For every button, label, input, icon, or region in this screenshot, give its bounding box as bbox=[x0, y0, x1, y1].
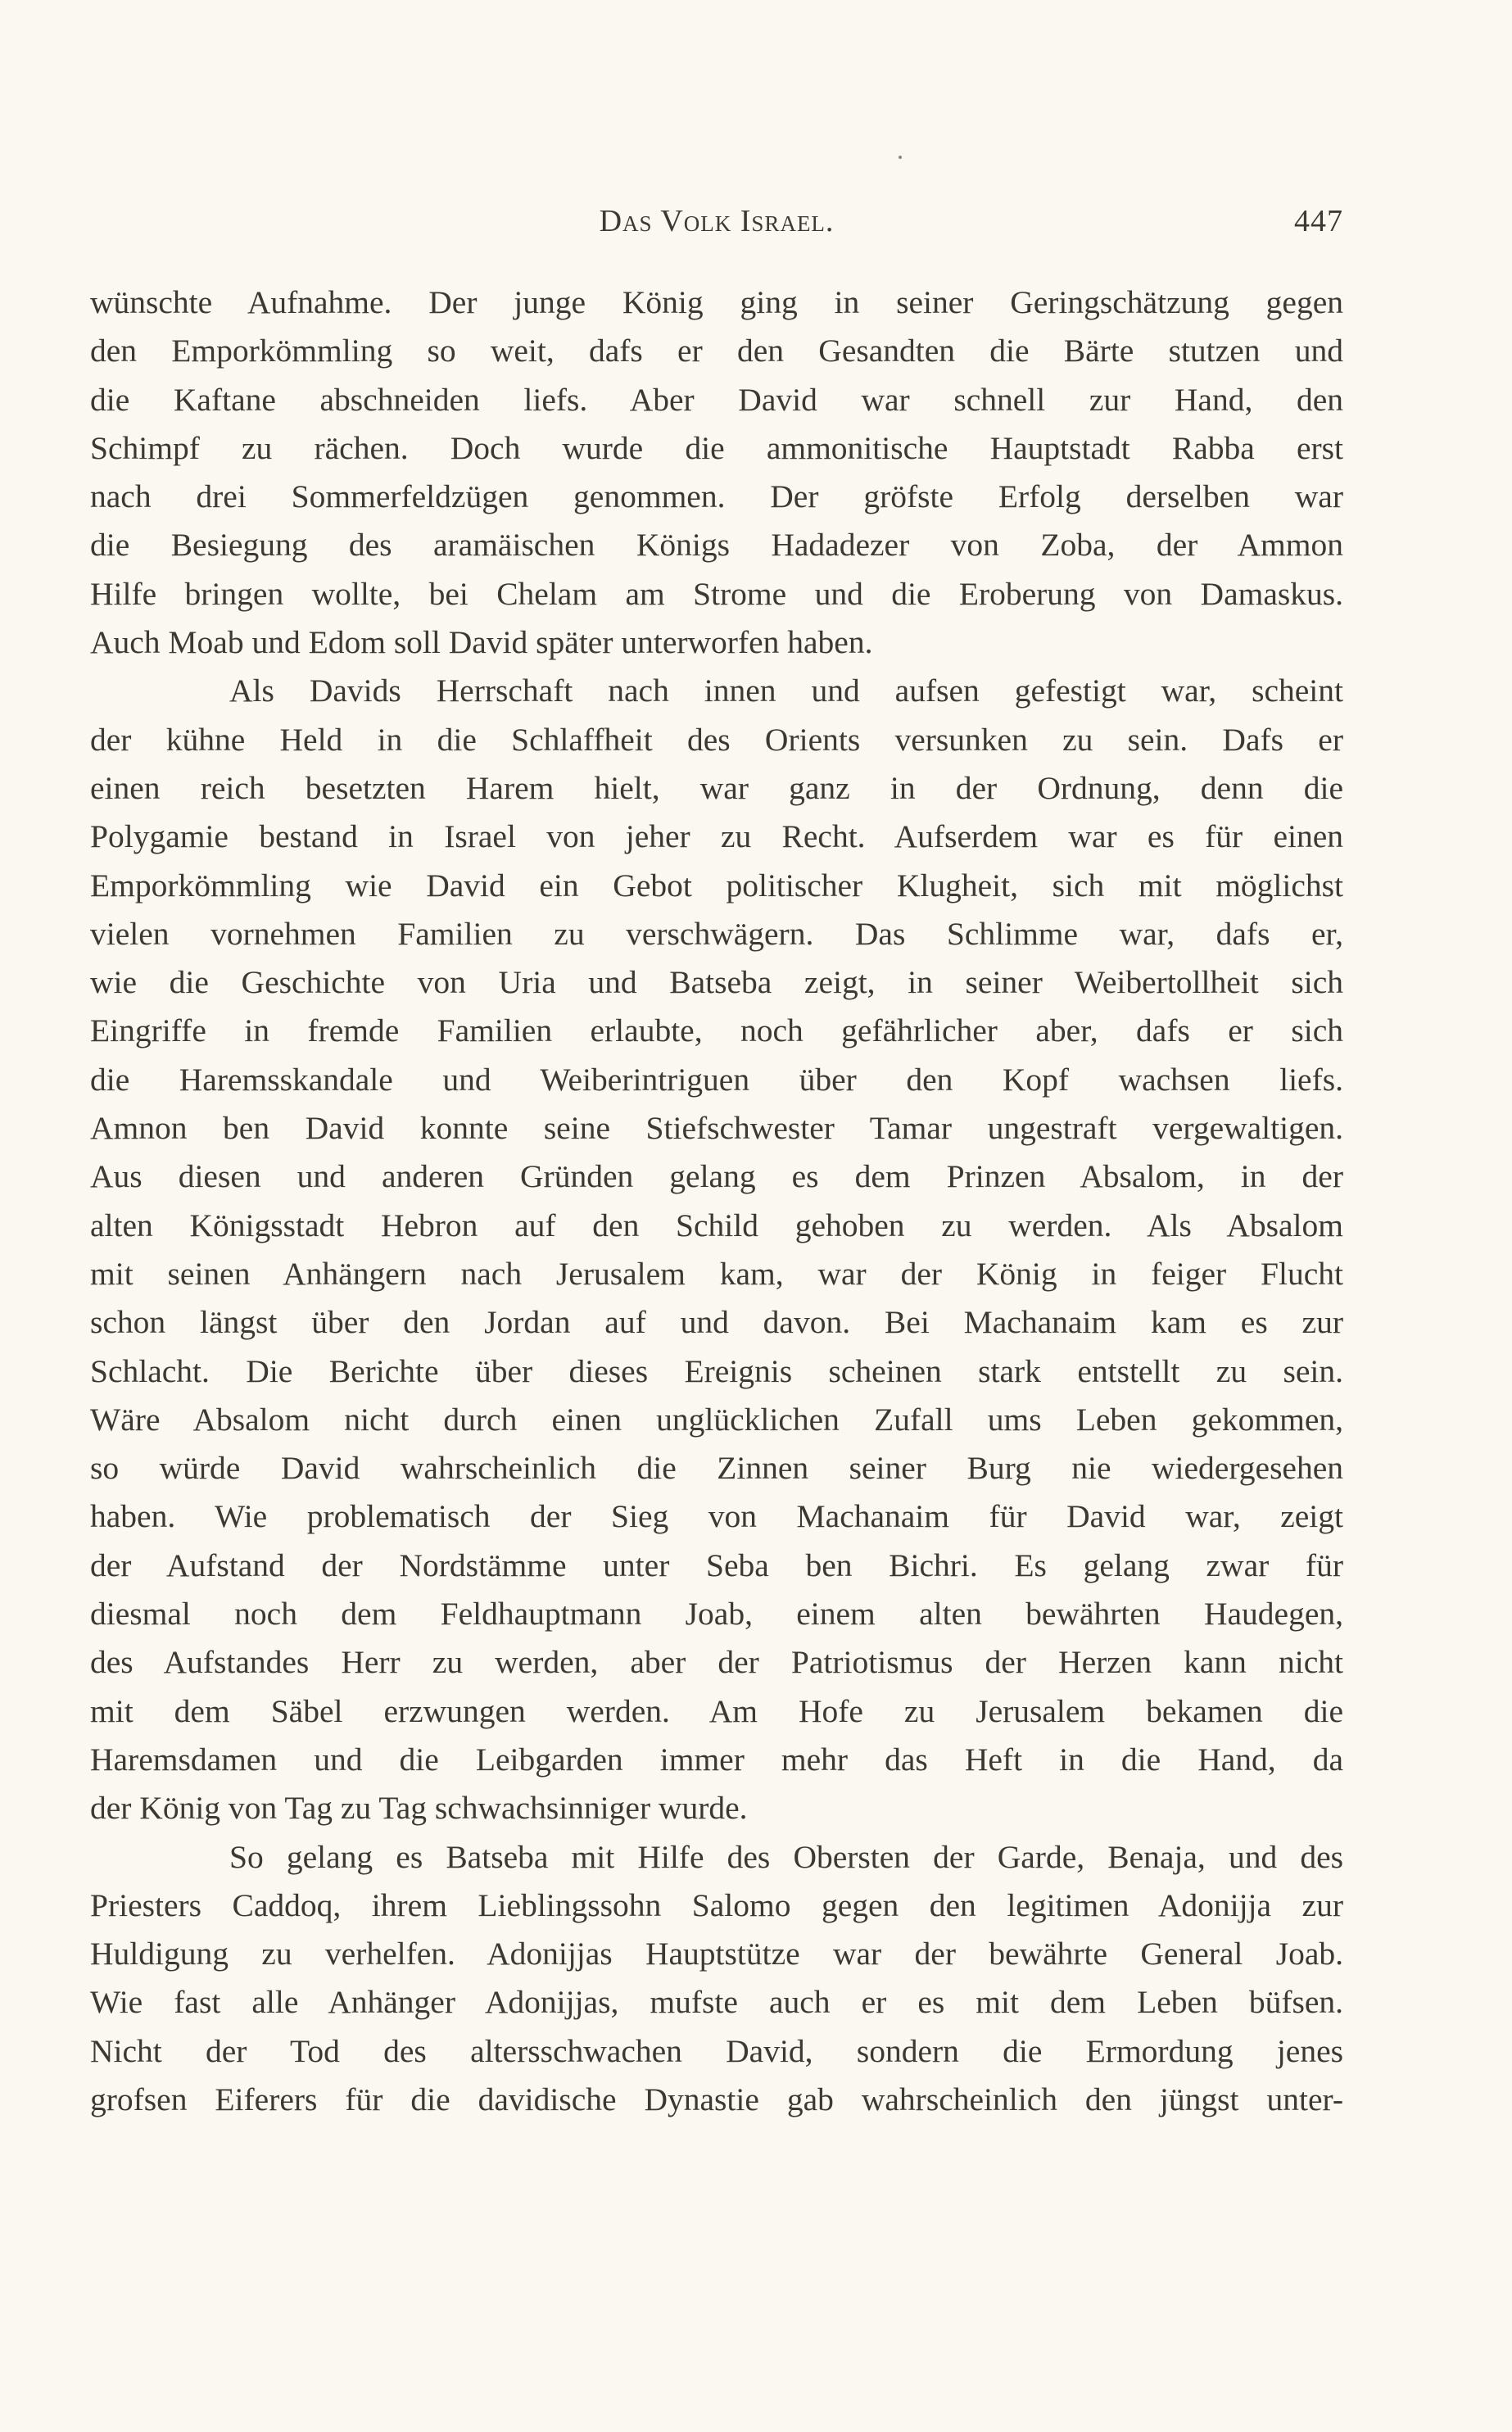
text-line: Polygamie bestand in Israel von jeher zu Recht. Aufserdem war es für einen bbox=[90, 818, 1343, 855]
text-line: mit seinen Anhängern nach Jerusalem kam, war der König in feiger Flucht bbox=[90, 1255, 1343, 1292]
header-title: Das Volk Israel. bbox=[599, 204, 835, 238]
body-text bbox=[90, 279, 1343, 2124]
text-line: vielen vornehmen Familien zu verschwägern. Das Schlimme war, dafs er, bbox=[90, 915, 1343, 952]
text-line: so würde David wahrscheinlich die Zinnen seiner Burg nie wiedergesehen bbox=[90, 1450, 1343, 1487]
paragraph-start-line: Als Davids Herrschaft nach innen und aufsen gefestigt war, scheint bbox=[229, 673, 1343, 709]
text-line: wünschte Aufnahme. Der junge König ging in seiner Geringschätzung gegen bbox=[90, 284, 1343, 320]
text-line: Hilfe bringen wollte, bei Chelam am Strome und die Eroberung von Damaskus. bbox=[90, 575, 1343, 612]
text-line: Schimpf zu rächen. Doch wurde die ammonitische Hauptstadt Rabba erst bbox=[90, 429, 1343, 466]
text-line: Nicht der Tod des altersschwachen David, sondern die Ermordung jenes bbox=[90, 2032, 1343, 2069]
text-line: Wäre Absalom nicht durch einen unglücklichen Zufall ums Leben gekommen, bbox=[90, 1401, 1343, 1438]
text-line: Priesters Caddoq, ihrem Lieblingssohn Salomo gegen den legitimen Adonijja zur bbox=[90, 1886, 1343, 1923]
text-line: Schlacht. Die Berichte über dieses Ereignis scheinen stark entstellt zu sein. bbox=[90, 1352, 1343, 1389]
text-line: den Emporkömmling so weit, dafs er den Gesandten die Bärte stutzen und bbox=[90, 333, 1343, 369]
text-line: der Aufstand der Nordstämme unter Seba ben Bichri. Es gelang zwar für bbox=[90, 1547, 1343, 1583]
text-line: nach drei Sommerfeldzügen genommen. Der gröfste Erfolg derselben war bbox=[90, 478, 1343, 515]
running-header bbox=[90, 203, 1343, 252]
text-line: alten Königsstadt Hebron auf den Schild gehoben zu werden. Als Absalom bbox=[90, 1207, 1343, 1243]
text-line: schon längst über den Jordan auf und davon. Bei Machanaim kam es zur bbox=[90, 1304, 1343, 1341]
text-line: Auch Moab und Edom soll David später unterworfen haben. bbox=[90, 624, 873, 661]
text-line: die Haremsskandale und Weiberintriguen über den Kopf wachsen liefs. bbox=[90, 1061, 1343, 1098]
print-speck bbox=[899, 156, 902, 159]
text-line: haben. Wie problematisch der Sieg von Machanaim für David war, zeigt bbox=[90, 1498, 1343, 1535]
page-number: 447 bbox=[1294, 204, 1343, 238]
paragraph-start-line: So gelang es Batseba mit Hilfe des Obersten der Garde, Benaja, und des bbox=[229, 1838, 1343, 1875]
text-line: Wie fast alle Anhänger Adonijjas, mufste auch er es mit dem Leben büfsen. bbox=[90, 1984, 1343, 2021]
text-line: Haremsdamen und die Leibgarden immer mehr das Heft in die Hand, da bbox=[90, 1741, 1343, 1778]
text-line: Eingriffe in fremde Familien erlaubte, noch gefährlicher aber, dafs er sich bbox=[90, 1012, 1343, 1049]
text-line: wie die Geschichte von Uria und Batseba zeigt, in seiner Weibertollheit sich bbox=[90, 964, 1343, 1001]
text-line: Emporkömmling wie David ein Gebot politischer Klugheit, sich mit möglichst bbox=[90, 867, 1343, 904]
text-line: die Kaftane abschneiden liefs. Aber David war schnell zur Hand, den bbox=[90, 381, 1343, 418]
text-line: grofsen Eiferers für die davidische Dynastie gab wahrscheinlich den jüngst unter- bbox=[90, 2081, 1343, 2117]
text-line: Aus diesen und anderen Gründen gelang es dem Prinzen Absalom, in der bbox=[90, 1158, 1343, 1195]
text-line: mit dem Säbel erzwungen werden. Am Hofe zu Jerusalem bekamen die bbox=[90, 1692, 1343, 1729]
text-line: Huldigung zu verhelfen. Adonijjas Hauptstütze war der bewährte General Joab. bbox=[90, 1936, 1343, 1972]
text-line: einen reich besetzten Harem hielt, war ganz in der Ordnung, denn die bbox=[90, 769, 1343, 806]
text-line: der kühne Held in die Schlaffheit des Orients versunken zu sein. Dafs er bbox=[90, 721, 1343, 758]
text-line: des Aufstandes Herr zu werden, aber der Patriotismus der Herzen kann nicht bbox=[90, 1644, 1343, 1681]
text-line: der König von Tag zu Tag schwachsinniger wurde. bbox=[90, 1790, 748, 1827]
text-line: diesmal noch dem Feldhauptmann Joab, einem alten bewährten Haudegen, bbox=[90, 1596, 1343, 1633]
text-line: Amnon ben David konnte seine Stiefschwester Tamar ungestraft vergewaltigen. bbox=[90, 1110, 1343, 1147]
text-line: die Besiegung des aramäischen Königs Hadadezer von Zoba, der Ammon bbox=[90, 527, 1343, 564]
